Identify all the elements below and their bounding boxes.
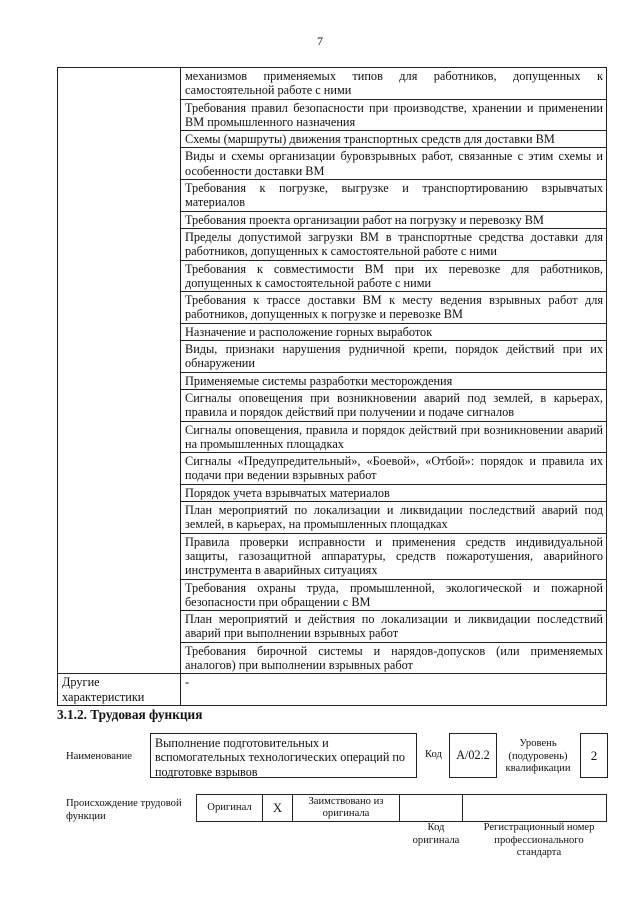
function-code-value: A/02.2	[449, 733, 497, 778]
origin-reg-number-cell	[462, 794, 607, 822]
qualification-level-label: Уровень (подуровень) квалификации	[505, 738, 571, 774]
requirement-item: Требования к погрузке, выгрузке и транспортированию взрывчатых материалов	[181, 180, 607, 212]
code-original-label: Код оригинала	[412, 822, 460, 846]
requirement-item: Назначение и расположение горных выработок	[181, 323, 607, 340]
requirement-item: Требования проекта организации работ на погрузку и перевозку ВМ	[181, 211, 607, 228]
requirement-item: Сигналы оповещения, правила и порядок действий при возникновении аварий на промышленных площадках	[181, 421, 607, 453]
other-characteristics-value: -	[181, 674, 607, 706]
requirement-item: Правила проверки исправности и применения средств индивидуальной защиты, газозащитной аппаратуры, средств пожаротушения, аварийного инструмента в аварийных ситуациях	[181, 533, 607, 579]
table-row	[58, 68, 607, 100]
requirement-item: План мероприятий по локализации и ликвидации последствий аварий под землей, в карьерах, на промышленных площадках	[181, 502, 607, 534]
origin-original-mark: X	[262, 794, 293, 822]
requirement-item: Схемы (маршруты) движения транспортных средств для доставки ВМ	[181, 131, 607, 148]
origin-borrowed-label: Заимствовано из оригинала	[292, 794, 400, 822]
requirement-item: Требования к трассе доставки ВМ к месту ведения взрывных работ для работников, допущенных к погрузке и перевозке ВМ	[181, 292, 607, 324]
requirement-item: Пределы допустимой загрузки ВМ в транспортные средства доставки для работников, допущенных к самостоятельной работе с ними	[181, 228, 607, 260]
requirement-item: Виды и схемы организации буровзрывных работ, связанные с этим схемы и особенности доставки ВМ	[181, 148, 607, 180]
requirement-item: Применяемые системы разработки месторождения	[181, 372, 607, 389]
knowledge-table	[57, 67, 607, 706]
requirement-item: Сигналы оповещения при возникновении аварий под землей, в карьерах, правила и порядок действий при получении и подаче сигналов	[181, 389, 607, 421]
origin-code-cell	[399, 794, 463, 822]
origin-original-label: Оригинал	[196, 794, 263, 822]
requirement-item: Требования к совместимости ВМ при их перевозке для работников, допущенных к самостоятельной работе с ними	[181, 260, 607, 292]
qualification-level-value: 2	[580, 733, 608, 778]
page-number: 7	[317, 34, 323, 48]
requirement-item: Требования охраны труда, промышленной, экологической и пожарной безопасности при обращении с ВМ	[181, 579, 607, 611]
requirement-item: Сигналы «Предупредительный», «Боевой», «Отбой»: порядок и правила их подачи при ведении взрывных работ	[181, 453, 607, 485]
function-name-value: Выполнение подготовительных и вспомогательных технологических операций по подготовке взрывов	[150, 733, 417, 778]
requirement-item: Виды, признаки нарушения рудничной крепи, порядок действий при их обнаружении	[181, 341, 607, 373]
requirement-item: Требования правил безопасности при производстве, хранении и применении ВМ промышленного назначения	[181, 99, 607, 131]
other-characteristics-label: Другие характеристики	[58, 674, 181, 706]
table-row-label	[58, 68, 181, 674]
requirement-item: механизмов применяемых типов для работников, допущенных к самостоятельной работе с ними	[181, 68, 607, 100]
origin-row	[197, 794, 607, 822]
requirement-item: Требования бирочной системы и нарядов-допусков (или применяемых аналогов) при выполнении взрывных работ	[181, 642, 607, 674]
function-name-label: Наименование	[66, 751, 132, 762]
origin-label: Происхождение трудовой функции	[66, 798, 182, 822]
reg-number-label: Регистрационный номер профессионального стандарта	[483, 822, 595, 858]
requirement-item: План мероприятий и действия по локализации и ликвидации последствий аварий при выполнении взрывных работ	[181, 611, 607, 643]
function-code-label: Код	[425, 749, 442, 760]
other-characteristics-row	[58, 674, 607, 706]
section-title: 3.1.2. Трудовая функция	[57, 707, 203, 722]
requirement-item: Порядок учета взрывчатых материалов	[181, 484, 607, 501]
knowledge-table-body	[58, 68, 607, 706]
